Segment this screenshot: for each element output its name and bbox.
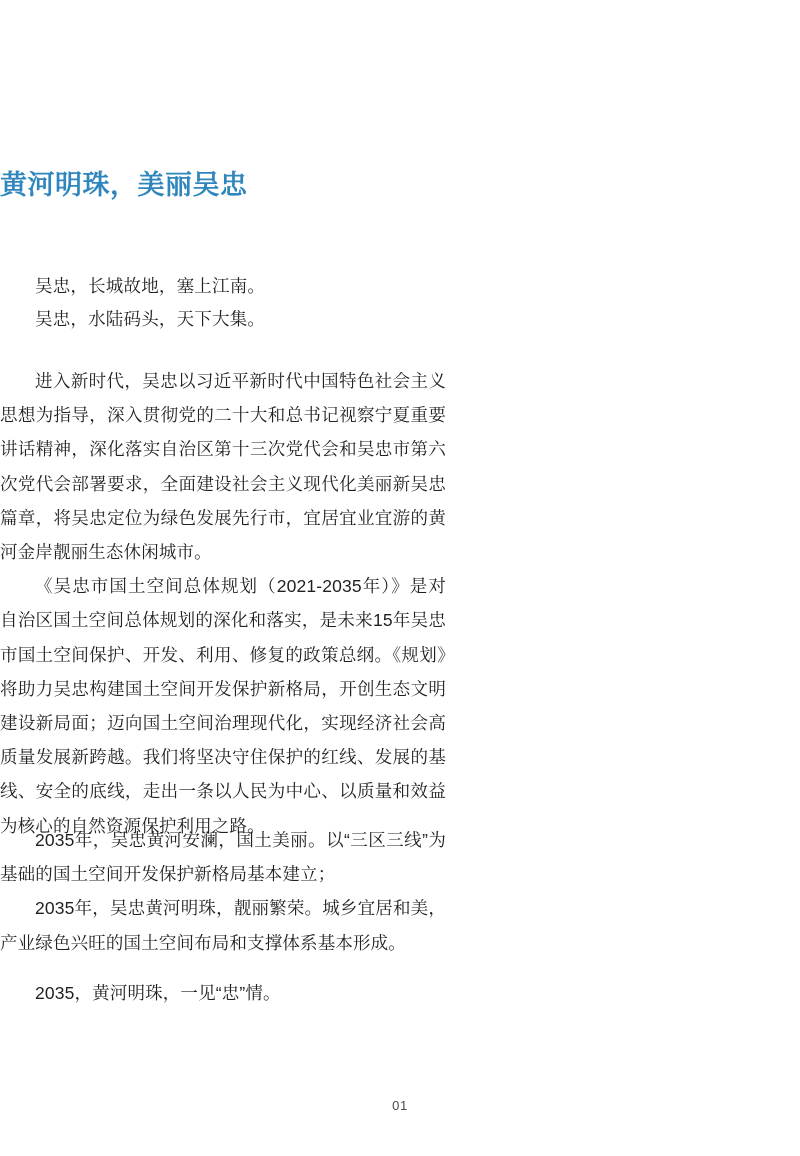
page-number: 01 <box>392 1098 408 1113</box>
body-paragraph-1: 进入新时代，吴忠以习近平新时代中国特色社会主义思想为指导，深入贯彻党的二十大和总书记视察宁夏重要讲话精神，深化落实自治区第十三次党代会和吴忠市第六次党代会部署要求，全面建设社会主义现代化美丽新吴忠篇章，将吴忠定位为绿色发展先行市，宜居宜业宜游的黄河金岸靓丽生态休闲城市。 <box>0 371 446 563</box>
closing-block <box>0 976 446 1010</box>
closing-paragraph: 2035，黄河明珠，一见“忠”情。 <box>35 983 281 1003</box>
lead-line-1: 吴忠，长城故地，塞上江南。 <box>35 276 266 296</box>
lead-in-block <box>0 270 446 336</box>
goal-paragraph-1: 2035年，吴忠黄河安澜，国土美丽。以“三区三线”为基础的国土空间开发保护新格局基本建立； <box>0 830 446 885</box>
body-paragraph-2: 《吴忠市国土空间总体规划（2021-2035年）》是对自治区国土空间总体规划的深化和落实，是未来15年吴忠市国土空间保护、开发、利用、修复的政策总纲。《规划》将助力吴忠构建国土空间开发保护新格局，开创生态文明建设新局面；迈向国土空间治理现代化，实现经济社会高质量发展新跨越。我们将坚决守住保护的红线、发展的基线、安全的底线，走出一条以人民为中心、以质量和效益为核心的自然资源保护利用之路。 <box>0 576 446 836</box>
goals-block <box>0 823 446 960</box>
page-title: 黄河明珠，美丽吴忠 <box>0 170 248 200</box>
lead-line-2: 吴忠，水陆码头，天下大集。 <box>35 309 266 329</box>
goal-paragraph-2: 2035年，吴忠黄河明珠，靓丽繁荣。城乡宜居和美，产业绿色兴旺的国土空间布局和支撑体系基本形成。 <box>0 898 446 953</box>
body-block <box>0 364 446 843</box>
